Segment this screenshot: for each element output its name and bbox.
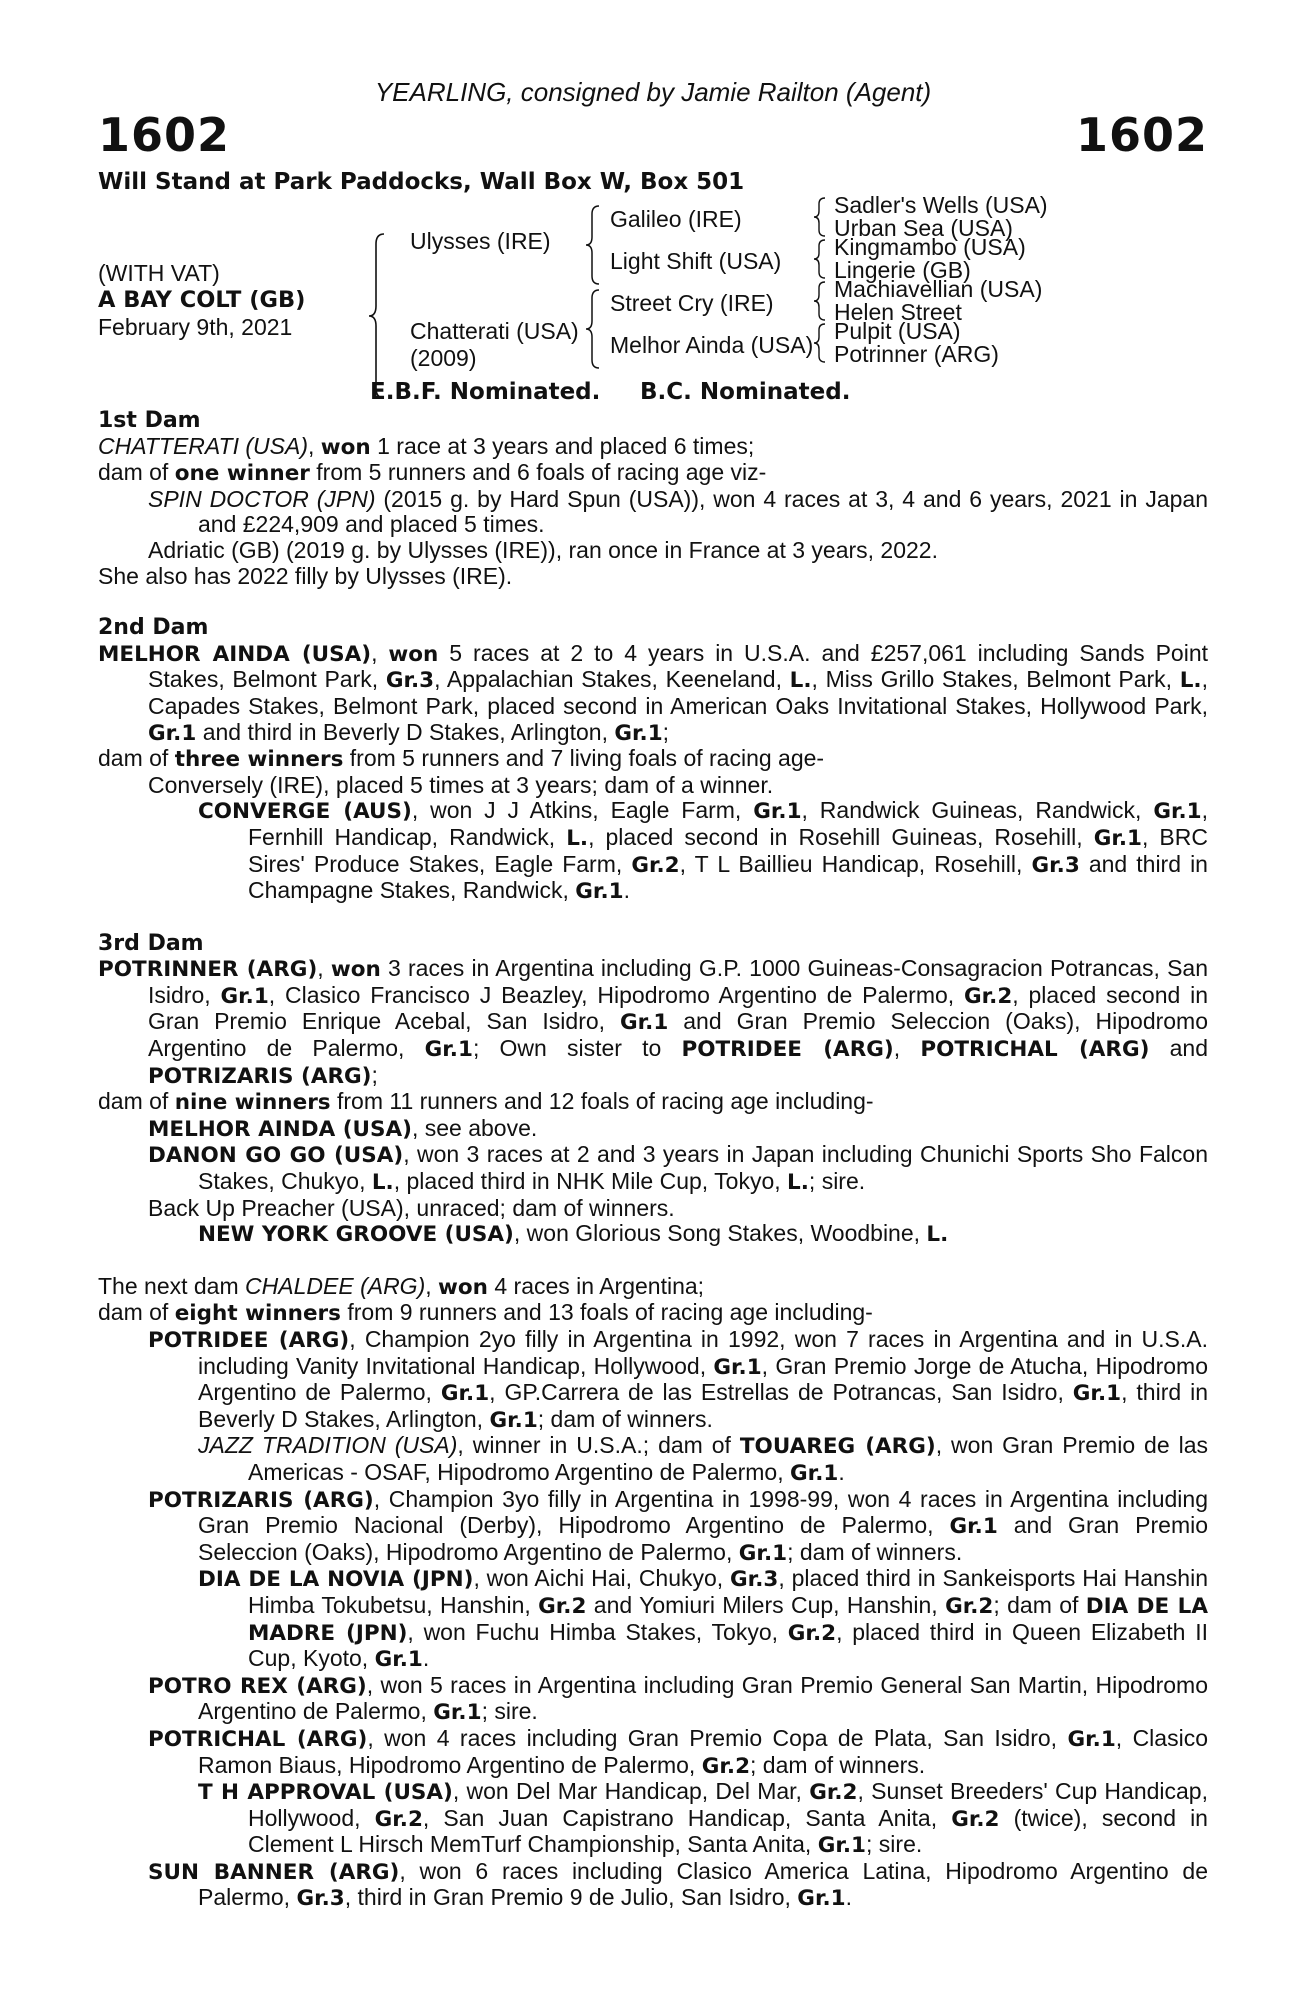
ggs-2: Urban Sea (USA)	[834, 215, 1013, 241]
pedigree-brace-g4	[812, 322, 828, 364]
ggs-3: Kingmambo (USA)	[834, 234, 1026, 260]
fourth-dam-produce-3: POTRIZARIS (ARG), Champion 3yo filly in Argentina in 1998-99, won 4 races in Argentina including Gran Premio Nacional (Derby), Hipodromo Argentino de Palermo, Gr.1 and Gran Premio Seleccion (Oaks), Hipodromo Argentino de Palermo, Gr.1; dam of winners.	[148, 1485, 1208, 1566]
vat-note: (WITH VAT)	[98, 260, 220, 286]
stand-location: Will Stand at Park Paddocks, Wall Box W, Box 501	[98, 169, 745, 195]
horse-name: A BAY COLT (GB)	[98, 287, 306, 313]
third-dam-produce-1: MELHOR AINDA (USA), see above.	[148, 1114, 538, 1142]
dam-dam: Melhor Ainda (USA)	[610, 332, 814, 358]
ggs-4: Lingerie (GB)	[834, 257, 971, 283]
ggs-5: Machiavellian (USA)	[834, 276, 1043, 302]
pedigree-brace-g3	[812, 280, 828, 322]
third-dam-produce-4: NEW YORK GROOVE (USA), won Glorious Song Stakes, Woodbine, L.	[198, 1220, 949, 1248]
second-dam-heading: 2nd Dam	[98, 615, 209, 641]
second-dam-record: MELHOR AINDA (USA), won 5 races at 2 to 4 years in U.S.A. and £257,061 including Sands Point Stakes, Belmont Park, Gr.3, Appalachian Stakes, Keeneland, L., Miss Grillo Stakes, Belmont Park, L., Capades Stakes, Belmont Park, placed second in American Oaks Invitational Stakes, Hollywood Park, Gr.1 and third in Beverly D Stakes, Arlington, Gr.1;	[98, 639, 1209, 746]
pedigree-brace-sire	[584, 204, 602, 286]
consignment-line: YEARLING, consigned by Jamie Railton (Agent)	[374, 77, 932, 107]
pedigree-notes	[98, 408, 1208, 1912]
pedigree-brace-g1	[812, 196, 828, 238]
third-dam-produce-3: Back Up Preacher (USA), unraced; dam of winners.	[148, 1194, 675, 1221]
fourth-dam-produce-2: JAZZ TRADITION (USA), winner in U.S.A.; dam of TOUAREG (ARG), won Gran Premio de las Americas - OSAF, Hipodromo Argentino de Palermo, Gr.1.	[198, 1432, 1208, 1486]
fourth-dam-produce-summary: dam of eight winners from 9 runners and 13 foals of racing age including-	[98, 1299, 873, 1327]
third-dam-heading: 3rd Dam	[98, 930, 204, 956]
second-dam-produce-summary: dam of three winners from 5 runners and 7 living foals of racing age-	[98, 745, 825, 773]
dam-name: Chatterati (USA)	[410, 318, 579, 344]
ggs-7: Pulpit (USA)	[834, 318, 961, 344]
first-dam-produce-1: SPIN DOCTOR (JPN) (2015 g. by Hard Spun (USA)), won 4 races at 3, 4 and 6 years, 2021 in Japan and £224,909 and placed 5 times.	[148, 485, 1208, 538]
sire-sire: Galileo (IRE)	[610, 206, 742, 232]
third-dam-produce-summary: dam of nine winners from 11 runners and 12 foals of racing age including-	[98, 1088, 874, 1116]
first-dam-produce-summary: dam of one winner from 5 runners and 6 foals of racing age viz-	[98, 459, 767, 487]
first-dam-heading: 1st Dam	[98, 408, 201, 433]
dam-foaled-year: (2009)	[410, 345, 477, 371]
fourth-dam-record: The next dam CHALDEE (ARG), won 4 races in Argentina;	[98, 1272, 705, 1300]
lot-number-left: 1602	[98, 108, 231, 162]
ebf-nominated: E.B.F. Nominated.	[370, 379, 601, 405]
foaling-date: February 9th, 2021	[98, 314, 293, 340]
pedigree-brace-dam	[584, 288, 602, 370]
fourth-dam-produce-8: SUN BANNER (ARG), won 6 races including Clasico America Latina, Hipodromo Argentino de Palermo, Gr.3, third in Gran Premio 9 de Julio, San Isidro, Gr.1.	[148, 1857, 1208, 1912]
sire-name: Ulysses (IRE)	[410, 228, 551, 254]
second-dam-produce-1: Conversely (IRE), placed 5 times at 3 years; dam of a winner.	[148, 771, 774, 798]
pedigree-brace-main	[366, 232, 388, 400]
ggs-8: Potrinner (ARG)	[834, 341, 999, 367]
third-dam-produce-2: DANON GO GO (USA), won 3 races at 2 and 3 years in Japan including Chunichi Sports Sho Falcon Stakes, Chukyo, L., placed third in NHK Mile Cup, Tokyo, L.; sire.	[148, 1141, 1208, 1196]
pedigree-brace-g2	[812, 238, 828, 280]
lot-number-row	[98, 108, 1208, 166]
ggs-6: Helen Street	[834, 299, 962, 325]
dam-sire: Street Cry (IRE)	[610, 290, 774, 316]
nominations	[98, 378, 1208, 408]
fourth-dam-produce-4: DIA DE LA NOVIA (JPN), won Aichi Hai, Chukyo, Gr.3, placed third in Sankeisports Hai Hanshin Himba Tokubetsu, Hanshin, Gr.2 and Yomiuri Milers Cup, Hanshin, Gr.2; dam of DIA DE LA MADRE (JPN), won Fuchu Himba Stakes, Tokyo, Gr.2, placed third in Queen Elizabeth II Cup, Kyoto, Gr.1.	[198, 1565, 1209, 1673]
fourth-dam-produce-1: POTRIDEE (ARG), Champion 2yo filly in Argentina in 1992, won 7 races in Argentina and in U.S.A. including Vanity Invitational Handicap, Hollywood, Gr.1, Gran Premio Jorge de Atucha, Hipodromo Argentino de Palermo, Gr.1, GP.Carrera de las Estrellas de Potrancas, San Isidro, Gr.1, third in Beverly D Stakes, Arlington, Gr.1; dam of winners.	[148, 1326, 1208, 1433]
third-dam-record: POTRINNER (ARG), won 3 races in Argentina including G.P. 1000 Guineas-Consagracion Potrancas, San Isidro, Gr.1, Clasico Francisco J Beazley, Hipodromo Argentino de Palermo, Gr.2, placed second in Gran Premio Enrique Acebal, San Isidro, Gr.1 and Gran Premio Seleccion (Oaks), Hipodromo Argentino de Palermo, Gr.1; Own sister to POTRIDEE (ARG), POTRICHAL (ARG) and POTRIZARIS (ARG);	[98, 955, 1209, 1089]
fourth-dam-produce-7: T H APPROVAL (USA), won Del Mar Handicap, Del Mar, Gr.2, Sunset Breeders' Cup Handicap, Hollywood, Gr.2, San Juan Capistrano Handicap, Santa Anita, Gr.2 (twice), second in Clement L Hirsch MemTurf Championship, Santa Anita, Gr.1; sire.	[198, 1778, 1208, 1859]
fourth-dam-produce-5: POTRO REX (ARG), won 5 races in Argentina including Gran Premio General San Martin, Hipodromo Argentino de Palermo, Gr.1; sire.	[148, 1671, 1208, 1726]
second-dam-produce-2: CONVERGE (AUS), won J J Atkins, Eagle Farm, Gr.1, Randwick Guineas, Randwick, Gr.1, Fernhill Handicap, Randwick, L., placed second in Rosehill Guineas, Rosehill, Gr.1, BRC Sires' Produce Stakes, Eagle Farm, Gr.2, T L Baillieu Handicap, Rosehill, Gr.3 and third in Champagne Stakes, Randwick, Gr.1.	[198, 797, 1209, 905]
lot-number-right: 1602	[1075, 108, 1208, 162]
bc-nominated: B.C. Nominated.	[640, 379, 851, 405]
fourth-dam-produce-6: POTRICHAL (ARG), won 4 races including Gran Premio Copa de Plata, San Isidro, Gr.1, Clasico Ramon Biaus, Hipodromo Argentino de Palermo, Gr.2; dam of winners.	[148, 1724, 1208, 1779]
first-dam-produce-2: Adriatic (GB) (2019 g. by Ulysses (IRE)), ran once in France at 3 years, 2022.	[148, 536, 938, 563]
sire-dam: Light Shift (USA)	[610, 248, 782, 274]
first-dam-record: CHATTERATI (USA), won 1 race at 3 years and placed 6 times;	[98, 432, 755, 460]
ggs-1: Sadler's Wells (USA)	[834, 192, 1048, 218]
catalogue-page	[98, 78, 1208, 1912]
first-dam-produce-3: She also has 2022 filly by Ulysses (IRE).	[98, 562, 513, 589]
